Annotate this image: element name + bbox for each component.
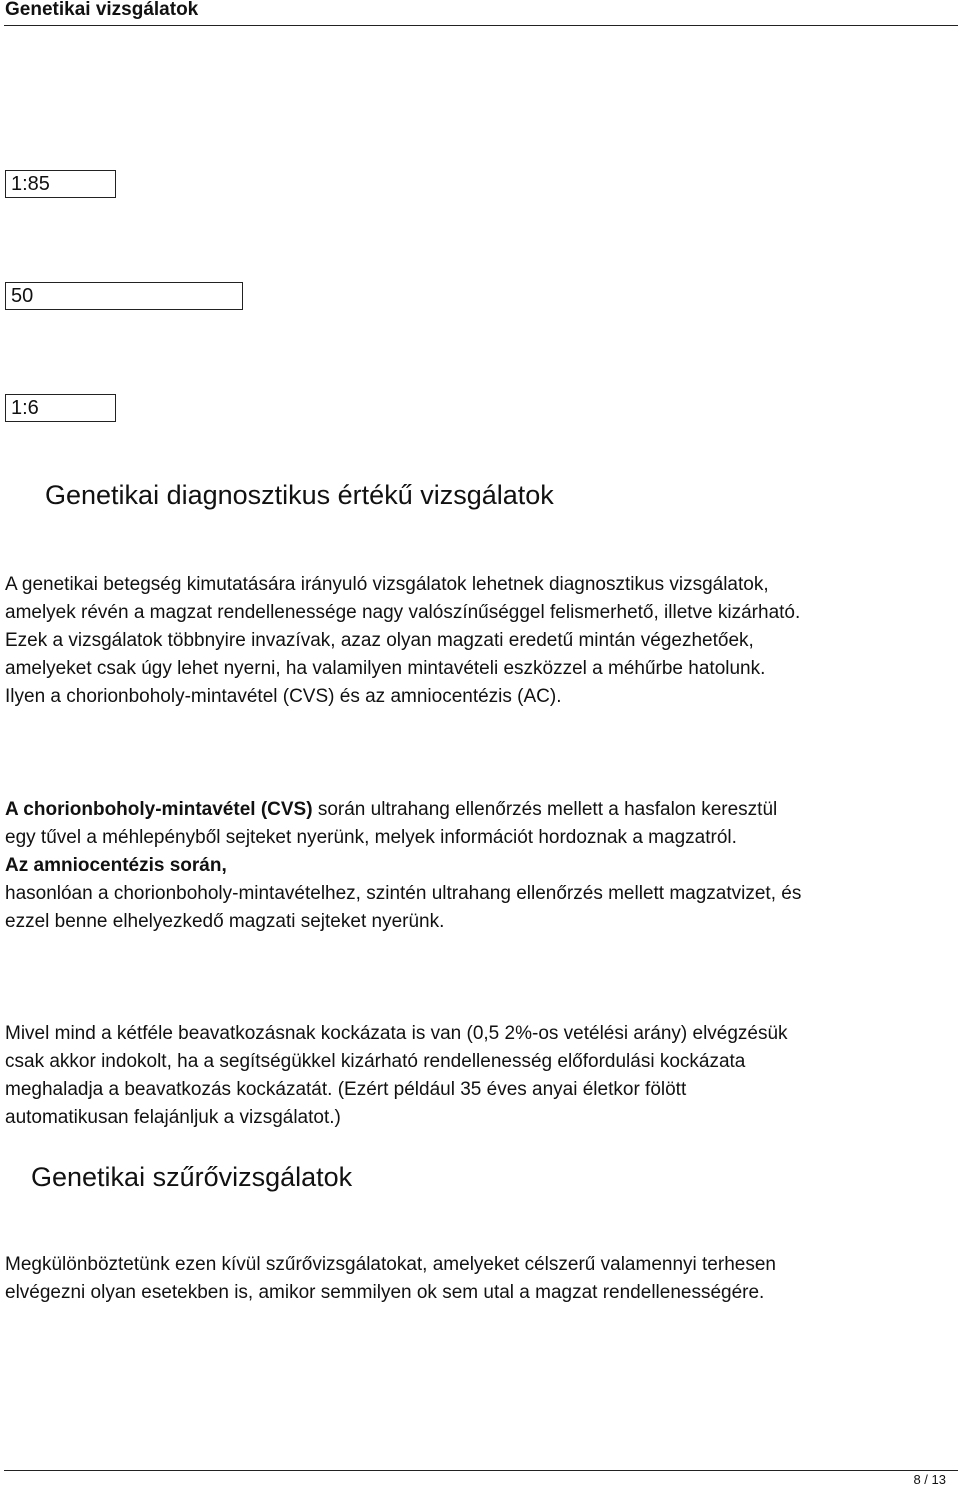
procedures-paragraph	[5, 796, 960, 936]
ratio-box-1-6: 1:6	[5, 394, 116, 422]
paragraph-line: elvégezni olyan esetekben is, amikor semmilyen ok sem utal a magzat rendellenességére.	[5, 1282, 765, 1303]
paragraph-line: amelyek révén a magzat rendellenessége nagy valószínűséggel felismerhető, illetve kizárható.	[5, 602, 801, 623]
paragraph-line: A genetikai betegség kimutatására irányuló vizsgálatok lehetnek diagnosztikus vizsgálatok,	[5, 574, 769, 595]
screening-paragraph	[5, 1251, 960, 1307]
paragraph-line: csak akkor indokolt, ha a segítségükkel kizárható rendellenesség előfordulási kockázata	[5, 1051, 746, 1072]
paragraph-line: Mivel mind a kétféle beavatkozásnak kockázata is van (0,5 2%-os vetélési arány) elvégzésük	[5, 1023, 788, 1044]
paragraph-line: Megkülönböztetünk ezen kívül szűrővizsgálatokat, amelyeket célszerű valamennyi terhesen	[5, 1254, 776, 1275]
ratio-box-50: 50	[5, 282, 243, 310]
cvs-description: során ultrahang ellenőrzés mellett a hasfalon keresztül	[312, 799, 778, 820]
paragraph-line: amelyeket csak úgy lehet nyerni, ha valamilyen mintavételi eszközzel a méhűrbe hatolunk.	[5, 658, 766, 679]
paragraph-line: ezzel benne elhelyezkedő magzati sejteket nyerünk.	[5, 911, 445, 932]
header-divider	[4, 25, 958, 26]
amniocentesis-term: Az amniocentézis során,	[5, 855, 227, 876]
paragraph-line: hasonlóan a chorionboholy-mintavételhez, szintén ultrahang ellenőrzés mellett magzatvizet, és	[5, 883, 802, 904]
diagnostic-intro-paragraph	[5, 571, 960, 711]
footer-divider	[4, 1470, 958, 1471]
ratio-box-1-85: 1:85	[5, 170, 116, 198]
paragraph-line	[5, 796, 960, 824]
paragraph-line: Ezek a vizsgálatok többnyire invazívak, azaz olyan magzati eredetű mintán végezhetőek,	[5, 630, 754, 651]
page-number: 8 / 13	[913, 1472, 946, 1487]
screening-section-heading: Genetikai szűrővizsgálatok	[31, 1162, 353, 1192]
risk-paragraph	[5, 1020, 960, 1132]
paragraph-line: meghaladja a beavatkozás kockázatát. (Ezért például 35 éves anyai életkor fölött	[5, 1079, 687, 1100]
paragraph-line: automatikusan felajánljuk a vizsgálatot.)	[5, 1107, 341, 1128]
cvs-term: A chorionboholy-mintavétel (CVS)	[5, 799, 313, 820]
paragraph-line: egy tűvel a méhlepényből sejteket nyerünk, melyek információt hordoznak a magzatról.	[5, 827, 737, 848]
diagnostic-section-heading: Genetikai diagnosztikus értékű vizsgálatok	[45, 480, 554, 510]
document-header-title: Genetikai vizsgálatok	[5, 0, 199, 20]
paragraph-line: Ilyen a chorionboholy-mintavétel (CVS) és az amniocentézis (AC).	[5, 686, 562, 707]
